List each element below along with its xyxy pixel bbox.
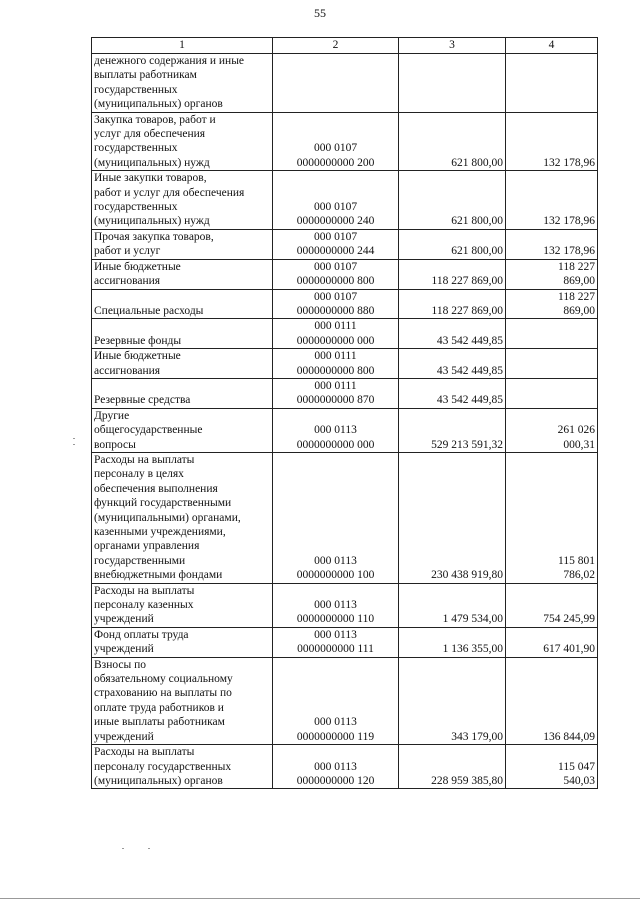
row-code: 000 0111 0000000000 000 [273,319,399,349]
table-row [92,408,598,452]
row-planned-amount: 1 479 534,00 [399,583,506,627]
scan-speck [73,444,75,445]
row-code: 000 0107 0000000000 240 [273,171,399,230]
bottom-scan-edge [0,898,640,899]
row-planned-amount [399,54,506,113]
row-executed-amount: 115 801 786,02 [506,452,598,583]
budget-table [91,37,598,789]
row-name: Закупка товаров, работ и услуг для обеспечения государственных (муниципальных) нужд [92,112,273,171]
row-code: 000 0113 0000000000 100 [273,452,399,583]
column-header-4: 4 [506,38,598,54]
row-code: 000 0111 0000000000 870 [273,378,399,408]
row-executed-amount: 118 227 869,00 [506,289,598,319]
row-name: денежного содержания и иные выплаты работникам государственных (муниципальных) органов [92,54,273,113]
row-planned-amount: 529 213 591,32 [399,408,506,452]
row-name: Иные закупки товаров, работ и услуг для обеспечения государственных (муниципальных) нужд [92,171,273,230]
column-header-2: 2 [273,38,399,54]
row-code: 000 0113 0000000000 000 [273,408,399,452]
table-row [92,583,598,627]
column-header-1: 1 [92,38,273,54]
row-code: 000 0107 0000000000 200 [273,112,399,171]
row-planned-amount: 118 227 869,00 [399,289,506,319]
row-executed-amount [506,319,598,349]
scan-speck [122,848,124,849]
row-executed-amount: 132 178,96 [506,171,598,230]
row-code: 000 0107 0000000000 800 [273,259,399,289]
scan-speck [73,438,75,439]
row-planned-amount: 43 542 449,85 [399,319,506,349]
table-row [92,171,598,230]
row-planned-amount: 43 542 449,85 [399,349,506,379]
row-name: Фонд оплаты труда учреждений [92,627,273,657]
row-code: 000 0107 0000000000 880 [273,289,399,319]
row-executed-amount: 617 401,90 [506,627,598,657]
table-row [92,657,598,744]
row-name: Иные бюджетные ассигнования [92,349,273,379]
row-name: Иные бюджетные ассигнования [92,259,273,289]
row-executed-amount: 115 047 540,03 [506,745,598,789]
row-name: Другие общегосударственные вопросы [92,408,273,452]
row-code: 000 0107 0000000000 244 [273,229,399,259]
row-executed-amount [506,349,598,379]
row-name: Резервные фонды [92,319,273,349]
table-row [92,229,598,259]
row-planned-amount: 43 542 449,85 [399,378,506,408]
row-executed-amount: 132 178,96 [506,229,598,259]
table-row [92,259,598,289]
table-row [92,289,598,319]
page-number: 55 [314,6,326,20]
row-name: Расходы на выплаты персоналу казенных учреждений [92,583,273,627]
row-name: Резервные средства [92,378,273,408]
row-planned-amount: 228 959 385,80 [399,745,506,789]
row-code: 000 0113 0000000000 120 [273,745,399,789]
row-code: 000 0113 0000000000 111 [273,627,399,657]
row-planned-amount: 621 800,00 [399,112,506,171]
row-planned-amount: 621 800,00 [399,171,506,230]
table-row [92,112,598,171]
row-code: 000 0113 0000000000 119 [273,657,399,744]
row-code [273,54,399,113]
table-row [92,349,598,379]
row-executed-amount: 118 227 869,00 [506,259,598,289]
row-planned-amount: 343 179,00 [399,657,506,744]
row-name: Расходы на выплаты персоналу в целях обеспечения выполнения функций государственными (муниципальными) органами, казенными учреждениями, органами управления государственными внебюджетными фондами [92,452,273,583]
row-planned-amount: 118 227 869,00 [399,259,506,289]
row-executed-amount: 754 245,99 [506,583,598,627]
row-name: Расходы на выплаты персоналу государственных (муниципальных) органов [92,745,273,789]
row-executed-amount: 261 026 000,31 [506,408,598,452]
column-header-3: 3 [399,38,506,54]
row-executed-amount: 136 844,09 [506,657,598,744]
row-name: Взносы по обязательному социальному страхованию на выплаты по оплате труда работников и иные выплаты работникам учреждений [92,657,273,744]
row-name: Прочая закупка товаров, работ и услуг [92,229,273,259]
scan-speck [148,848,150,849]
row-executed-amount [506,378,598,408]
table-row [92,319,598,349]
table-header-row [92,38,598,54]
row-executed-amount: 132 178,96 [506,112,598,171]
row-code: 000 0113 0000000000 110 [273,583,399,627]
table-row [92,378,598,408]
table-row [92,627,598,657]
table-body [92,54,598,789]
table-row [92,54,598,113]
row-planned-amount: 621 800,00 [399,229,506,259]
row-code: 000 0111 0000000000 800 [273,349,399,379]
row-planned-amount: 230 438 919,80 [399,452,506,583]
row-planned-amount: 1 136 355,00 [399,627,506,657]
table-row [92,745,598,789]
table-row [92,452,598,583]
row-executed-amount [506,54,598,113]
row-name: Специальные расходы [92,289,273,319]
